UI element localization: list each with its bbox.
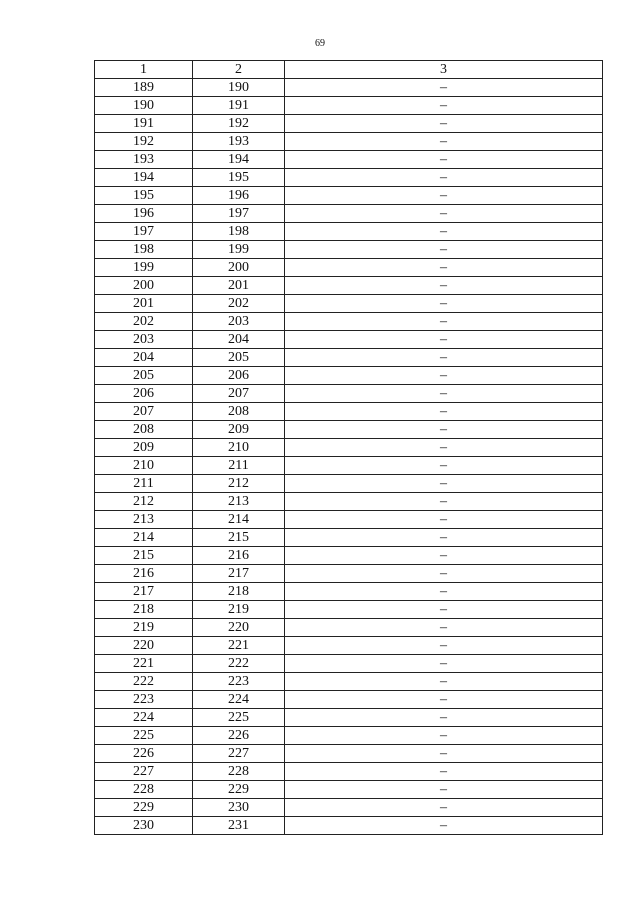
table-cell-col1: 207 — [95, 403, 193, 421]
table-cell-col3: – — [285, 187, 603, 205]
table-cell-col1: 213 — [95, 511, 193, 529]
table-cell-col3: – — [285, 277, 603, 295]
table-row — [95, 277, 603, 295]
table-row — [95, 313, 603, 331]
table-cell-col1: 222 — [95, 673, 193, 691]
table-cell-col2: 214 — [193, 511, 285, 529]
table-cell-col1: 209 — [95, 439, 193, 457]
table-row — [95, 457, 603, 475]
table-cell-col2: 231 — [193, 817, 285, 835]
table-cell-col2: 217 — [193, 565, 285, 583]
table-row — [95, 421, 603, 439]
table-cell-col3: – — [285, 601, 603, 619]
table-cell-col2: 226 — [193, 727, 285, 745]
table-row — [95, 331, 603, 349]
table-cell-col3: – — [285, 151, 603, 169]
table-cell-col3: – — [285, 223, 603, 241]
table-cell-col3: – — [285, 439, 603, 457]
table-cell-col1: 227 — [95, 763, 193, 781]
table-cell-col2: 209 — [193, 421, 285, 439]
table-cell-col2: 195 — [193, 169, 285, 187]
table-cell-col1: 199 — [95, 259, 193, 277]
table-cell-col1: 211 — [95, 475, 193, 493]
table-row — [95, 799, 603, 817]
table-cell-col3: – — [285, 79, 603, 97]
table-cell-col3: – — [285, 583, 603, 601]
table-cell-col1: 191 — [95, 115, 193, 133]
table-cell-col2: 210 — [193, 439, 285, 457]
table-row — [95, 673, 603, 691]
table-cell-col2: 211 — [193, 457, 285, 475]
table-cell-col3: – — [285, 205, 603, 223]
table-row — [95, 97, 603, 115]
table-row — [95, 115, 603, 133]
table-cell-col3: – — [285, 349, 603, 367]
table-cell-col1: 229 — [95, 799, 193, 817]
table-cell-col1: 215 — [95, 547, 193, 565]
table-cell-col2: 193 — [193, 133, 285, 151]
table-cell-col1: 194 — [95, 169, 193, 187]
table-cell-col1: 230 — [95, 817, 193, 835]
table-cell-col2: 191 — [193, 97, 285, 115]
table-cell-col2: 194 — [193, 151, 285, 169]
table-cell-col2: 213 — [193, 493, 285, 511]
table-cell-col3: – — [285, 115, 603, 133]
table-cell-col2: 203 — [193, 313, 285, 331]
table-cell-col2: 198 — [193, 223, 285, 241]
table-cell-col3: – — [285, 565, 603, 583]
table-cell-col3: – — [285, 403, 603, 421]
table-row — [95, 169, 603, 187]
table-cell-col2: 216 — [193, 547, 285, 565]
data-table — [94, 60, 603, 835]
table-cell-col2: 218 — [193, 583, 285, 601]
table-cell-col2: 196 — [193, 187, 285, 205]
table-cell-col3: – — [285, 385, 603, 403]
table-cell-col2: 230 — [193, 799, 285, 817]
table-cell-col3: – — [285, 241, 603, 259]
table-cell-col3: – — [285, 691, 603, 709]
table-row — [95, 403, 603, 421]
table-cell-col2: 228 — [193, 763, 285, 781]
table-row — [95, 493, 603, 511]
table-cell-col1: 195 — [95, 187, 193, 205]
table-row — [95, 259, 603, 277]
table-row — [95, 655, 603, 673]
table-row — [95, 583, 603, 601]
table-cell-col3: – — [285, 727, 603, 745]
table-cell-col2: 221 — [193, 637, 285, 655]
table-cell-col3: – — [285, 457, 603, 475]
table-cell-col1: 226 — [95, 745, 193, 763]
table-row — [95, 241, 603, 259]
table-cell-col2: 220 — [193, 619, 285, 637]
table-row — [95, 79, 603, 97]
table-cell-col3: – — [285, 799, 603, 817]
table-cell-col1: 190 — [95, 97, 193, 115]
table-cell-col2: 204 — [193, 331, 285, 349]
table-cell-col1: 218 — [95, 601, 193, 619]
table-row — [95, 295, 603, 313]
table-cell-col1: 212 — [95, 493, 193, 511]
table-cell-col2: 192 — [193, 115, 285, 133]
table-cell-col2: 224 — [193, 691, 285, 709]
table-cell-col2: 223 — [193, 673, 285, 691]
table-cell-col1: 223 — [95, 691, 193, 709]
table-row — [95, 187, 603, 205]
column-header-1: 1 — [95, 61, 193, 79]
table-row — [95, 511, 603, 529]
table-row — [95, 763, 603, 781]
table-cell-col1: 201 — [95, 295, 193, 313]
table-cell-col3: – — [285, 331, 603, 349]
table-row — [95, 475, 603, 493]
table-row — [95, 781, 603, 799]
table-row — [95, 565, 603, 583]
table-row — [95, 691, 603, 709]
table-row — [95, 709, 603, 727]
table-cell-col2: 190 — [193, 79, 285, 97]
table-cell-col2: 200 — [193, 259, 285, 277]
table-cell-col1: 200 — [95, 277, 193, 295]
table-cell-col1: 224 — [95, 709, 193, 727]
table-cell-col3: – — [285, 493, 603, 511]
column-header-2: 2 — [193, 61, 285, 79]
table-cell-col1: 198 — [95, 241, 193, 259]
table-cell-col3: – — [285, 97, 603, 115]
column-header-3: 3 — [285, 61, 603, 79]
table-cell-col3: – — [285, 673, 603, 691]
table-cell-col2: 202 — [193, 295, 285, 313]
table-header-row — [95, 61, 603, 79]
table-cell-col1: 206 — [95, 385, 193, 403]
table-row — [95, 133, 603, 151]
table-cell-col1: 225 — [95, 727, 193, 745]
table-cell-col3: – — [285, 169, 603, 187]
table-cell-col1: 210 — [95, 457, 193, 475]
table-cell-col1: 205 — [95, 367, 193, 385]
table-cell-col1: 204 — [95, 349, 193, 367]
table-cell-col2: 206 — [193, 367, 285, 385]
table-cell-col2: 207 — [193, 385, 285, 403]
table-cell-col3: – — [285, 619, 603, 637]
table-cell-col3: – — [285, 475, 603, 493]
page-number: 69 — [315, 38, 325, 49]
table-row — [95, 151, 603, 169]
data-table-container — [94, 60, 602, 835]
table-cell-col3: – — [285, 367, 603, 385]
table-row — [95, 637, 603, 655]
table-cell-col2: 208 — [193, 403, 285, 421]
table-cell-col2: 199 — [193, 241, 285, 259]
table-body — [95, 79, 603, 835]
table-cell-col3: – — [285, 259, 603, 277]
table-row — [95, 205, 603, 223]
table-cell-col1: 217 — [95, 583, 193, 601]
table-row — [95, 601, 603, 619]
table-cell-col1: 203 — [95, 331, 193, 349]
table-cell-col3: – — [285, 637, 603, 655]
table-cell-col1: 193 — [95, 151, 193, 169]
table-cell-col3: – — [285, 529, 603, 547]
table-cell-col1: 208 — [95, 421, 193, 439]
table-row — [95, 367, 603, 385]
table-cell-col3: – — [285, 313, 603, 331]
table-cell-col1: 220 — [95, 637, 193, 655]
table-cell-col2: 219 — [193, 601, 285, 619]
table-cell-col2: 229 — [193, 781, 285, 799]
table-cell-col1: 192 — [95, 133, 193, 151]
table-cell-col3: – — [285, 511, 603, 529]
table-cell-col3: – — [285, 295, 603, 313]
table-cell-col1: 197 — [95, 223, 193, 241]
table-row — [95, 727, 603, 745]
table-cell-col3: – — [285, 421, 603, 439]
table-cell-col3: – — [285, 817, 603, 835]
table-cell-col1: 216 — [95, 565, 193, 583]
table-cell-col1: 221 — [95, 655, 193, 673]
table-cell-col1: 189 — [95, 79, 193, 97]
table-cell-col2: 205 — [193, 349, 285, 367]
table-cell-col3: – — [285, 763, 603, 781]
table-row — [95, 223, 603, 241]
table-cell-col1: 196 — [95, 205, 193, 223]
table-row — [95, 385, 603, 403]
table-cell-col2: 197 — [193, 205, 285, 223]
table-cell-col3: – — [285, 781, 603, 799]
table-cell-col3: – — [285, 133, 603, 151]
table-row — [95, 439, 603, 457]
table-cell-col1: 202 — [95, 313, 193, 331]
table-cell-col3: – — [285, 547, 603, 565]
table-cell-col1: 214 — [95, 529, 193, 547]
table-cell-col2: 212 — [193, 475, 285, 493]
table-cell-col3: – — [285, 709, 603, 727]
table-cell-col2: 201 — [193, 277, 285, 295]
table-cell-col2: 227 — [193, 745, 285, 763]
table-cell-col2: 222 — [193, 655, 285, 673]
table-row — [95, 547, 603, 565]
table-cell-col2: 225 — [193, 709, 285, 727]
table-cell-col3: – — [285, 745, 603, 763]
table-cell-col1: 228 — [95, 781, 193, 799]
table-row — [95, 745, 603, 763]
table-row — [95, 619, 603, 637]
table-row — [95, 349, 603, 367]
table-cell-col3: – — [285, 655, 603, 673]
table-cell-col2: 215 — [193, 529, 285, 547]
table-row — [95, 529, 603, 547]
table-cell-col1: 219 — [95, 619, 193, 637]
table-row — [95, 817, 603, 835]
